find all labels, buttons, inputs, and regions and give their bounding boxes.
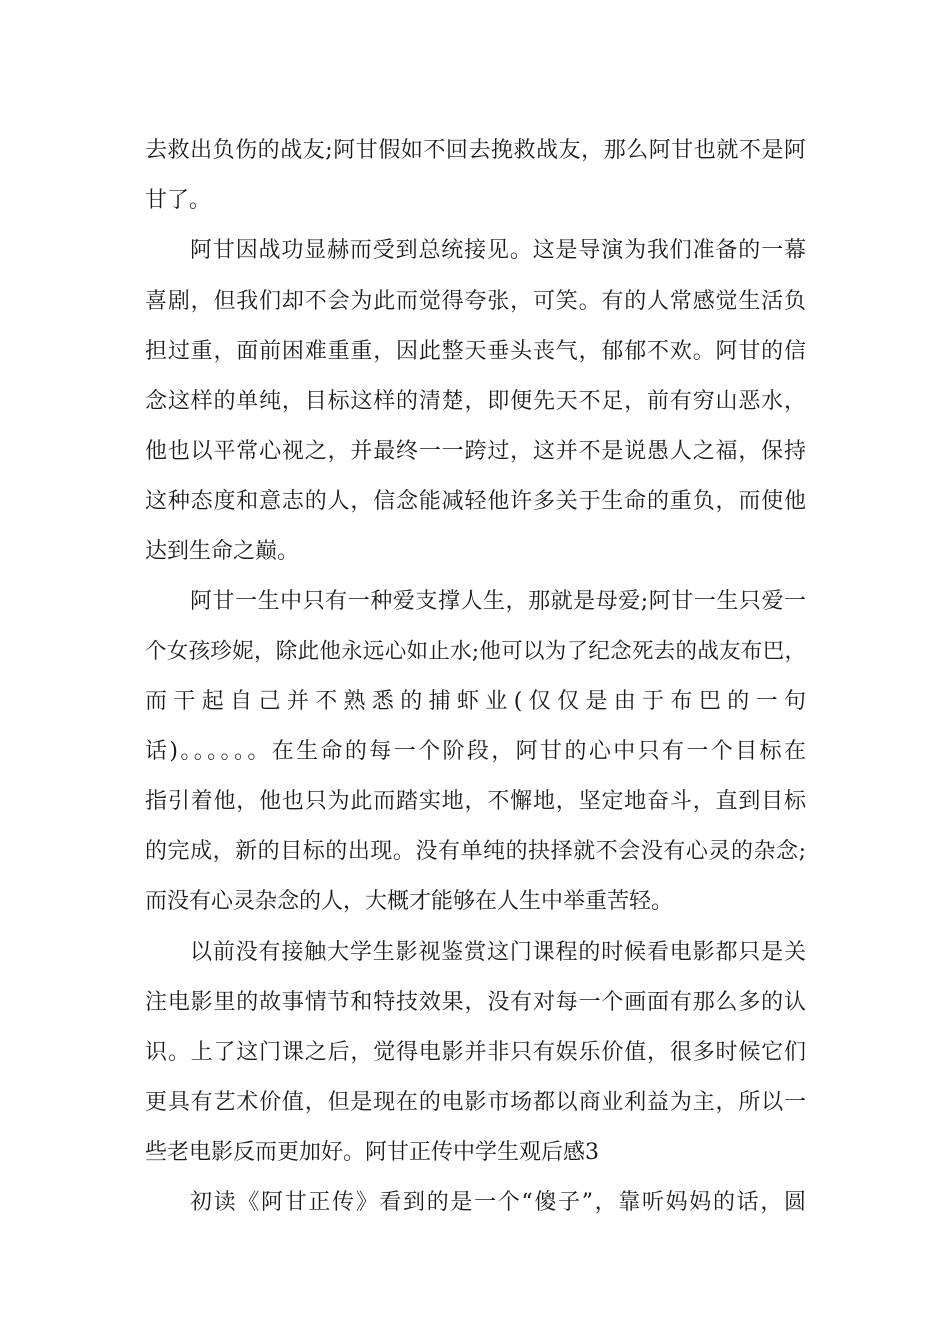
text-line: 这种态度和意志的人，信念能减轻他许多关于生命的重负，而使他	[145, 489, 806, 514]
text-line: 去救出负伤的战友;阿甘假如不回去挽救战友，那么阿甘也就不是阿	[145, 138, 806, 163]
text-line: 更具有艺术价值，但是现在的电影市场都以商业利益为主，所以一	[145, 1090, 806, 1115]
text-line: 初读《阿甘正传》看到的是一个“傻子”，靠听妈妈的话，圆	[190, 1190, 806, 1215]
text-line: 甘了。	[145, 188, 212, 213]
text-line: 喜剧，但我们却不会为此而觉得夸张，可笑。有的人常感觉生活负	[145, 289, 806, 314]
text-line: 识。上了这门课之后，觉得电影并非只有娱乐价值，很多时候它们	[145, 1040, 806, 1065]
text-line: 以前没有接触大学生影视鉴赏这门课程的时候看电影都只是关	[190, 940, 806, 965]
text-line: 指引着他，他也只为此而踏实地，不懈地，坚定地奋斗，直到目标	[145, 789, 806, 814]
text-line: 而没有心灵杂念的人，大概才能够在人生中举重苦轻。	[145, 889, 674, 914]
text-line: 担过重，面前困难重重，因此整天垂头丧气，郁郁不欢。阿甘的信	[145, 339, 806, 364]
text-line: 念这样的单纯，目标这样的清楚，即便先天不足，前有穷山恶水，	[145, 389, 806, 414]
text-line: 阿甘一生中只有一种爱支撑人生，那就是母爱;阿甘一生只爱一	[190, 589, 806, 614]
text-line: 注电影里的故事情节和特技效果，没有对每一个画面有那么多的认	[145, 990, 806, 1015]
text-line: 的完成，新的目标的出现。没有单纯的抉择就不会没有心灵的杂念;	[145, 839, 806, 864]
text-line: 话)。。。。。。在生命的每一个阶段，阿甘的心中只有一个目标在	[145, 739, 806, 764]
text-line: 些老电影反而更加好。阿甘正传中学生观后感3	[145, 1140, 599, 1165]
text-line: 阿甘因战功显赫而受到总统接见。这是导演为我们准备的一幕	[190, 238, 806, 263]
text-line: 他也以平常心视之，并最终一一跨过，这并不是说愚人之福，保持	[145, 439, 806, 464]
text-line: 达到生命之巅。	[145, 539, 300, 564]
text-line: 而干起自己并不熟悉的捕虾业(仅仅是由于布巴的一句	[145, 689, 806, 714]
text-line: 个女孩珍妮，除此他永远心如止水;他可以为了纪念死去的战友布巴，	[145, 639, 806, 664]
